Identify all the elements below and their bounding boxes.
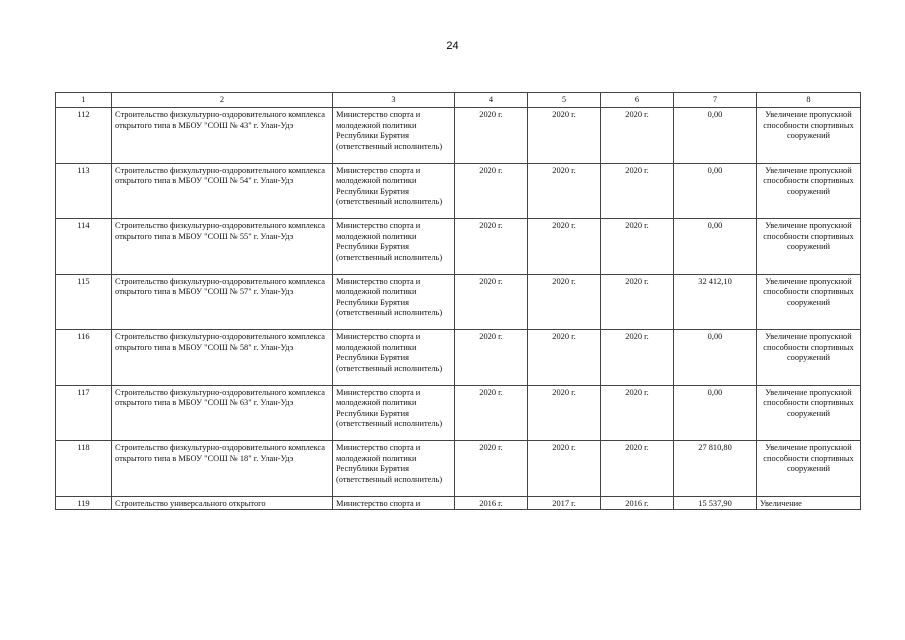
- expected-result: Увеличение пропускной способности спортивных сооружений: [757, 385, 861, 441]
- table-row: [56, 163, 861, 219]
- table-row: [56, 330, 861, 386]
- program-activities-table: [55, 92, 861, 510]
- year-cell-6: 2020 г.: [601, 219, 674, 275]
- year-cell-4: 2016 г.: [455, 496, 528, 510]
- activity-name: Строительство физкультурно-оздоровительного комплекса открытого типа в МБОУ "СОШ № 43" г. Улан-Удэ: [112, 108, 333, 164]
- table-row: [56, 385, 861, 441]
- year-cell-6: 2020 г.: [601, 108, 674, 164]
- year-cell-5: 2017 г.: [528, 496, 601, 510]
- year-cell-5: 2020 г.: [528, 274, 601, 330]
- responsible-executor: Министерство спорта и молодежной политики Республики Бурятия (ответственный исполнитель): [333, 441, 455, 497]
- header-col-7: 7: [674, 93, 757, 108]
- amount-cell: 0,00: [674, 163, 757, 219]
- year-cell-4: 2020 г.: [455, 274, 528, 330]
- expected-result: Увеличение пропускной способности спортивных сооружений: [757, 219, 861, 275]
- responsible-executor: Министерство спорта и: [333, 496, 455, 510]
- expected-result: Увеличение пропускной способности спортивных сооружений: [757, 108, 861, 164]
- header-col-1: 1: [56, 93, 112, 108]
- responsible-executor: Министерство спорта и молодежной политики Республики Бурятия (ответственный исполнитель): [333, 385, 455, 441]
- amount-cell: 15 537,90: [674, 496, 757, 510]
- table-row: [56, 219, 861, 275]
- year-cell-6: 2020 г.: [601, 274, 674, 330]
- activity-name: Строительство физкультурно-оздоровительного комплекса открытого типа в МБОУ "СОШ № 58" г. Улан-Удэ: [112, 330, 333, 386]
- row-number: 114: [56, 219, 112, 275]
- year-cell-5: 2020 г.: [528, 163, 601, 219]
- header-col-5: 5: [528, 93, 601, 108]
- table-header-row: [56, 93, 861, 108]
- header-col-8: 8: [757, 93, 861, 108]
- amount-cell: 0,00: [674, 385, 757, 441]
- responsible-executor: Министерство спорта и молодежной политики Республики Бурятия (ответственный исполнитель): [333, 274, 455, 330]
- amount-cell: 27 810,80: [674, 441, 757, 497]
- year-cell-6: 2016 г.: [601, 496, 674, 510]
- header-col-4: 4: [455, 93, 528, 108]
- activity-name: Строительство универсального открытого: [112, 496, 333, 510]
- expected-result: Увеличение пропускной способности спортивных сооружений: [757, 274, 861, 330]
- table-row: [56, 274, 861, 330]
- amount-cell: 0,00: [674, 330, 757, 386]
- year-cell-4: 2020 г.: [455, 441, 528, 497]
- year-cell-4: 2020 г.: [455, 330, 528, 386]
- year-cell-6: 2020 г.: [601, 441, 674, 497]
- activity-name: Строительство физкультурно-оздоровительного комплекса открытого типа в МБОУ "СОШ № 54" г. Улан-Удэ: [112, 163, 333, 219]
- responsible-executor: Министерство спорта и молодежной политики Республики Бурятия (ответственный исполнитель): [333, 219, 455, 275]
- expected-result: Увеличение: [757, 496, 861, 510]
- row-number: 119: [56, 496, 112, 510]
- year-cell-6: 2020 г.: [601, 330, 674, 386]
- year-cell-4: 2020 г.: [455, 108, 528, 164]
- responsible-executor: Министерство спорта и молодежной политики Республики Бурятия (ответственный исполнитель): [333, 108, 455, 164]
- expected-result: Увеличение пропускной способности спортивных сооружений: [757, 163, 861, 219]
- header-col-6: 6: [601, 93, 674, 108]
- row-number: 118: [56, 441, 112, 497]
- year-cell-5: 2020 г.: [528, 330, 601, 386]
- row-number: 112: [56, 108, 112, 164]
- activity-name: Строительство физкультурно-оздоровительного комплекса открытого типа в МБОУ "СОШ № 63" г. Улан-Удэ: [112, 385, 333, 441]
- table-row: [56, 108, 861, 164]
- table-row: [56, 441, 861, 497]
- year-cell-6: 2020 г.: [601, 385, 674, 441]
- year-cell-4: 2020 г.: [455, 385, 528, 441]
- row-number: 113: [56, 163, 112, 219]
- page-number: 24: [446, 40, 459, 52]
- amount-cell: 32 412,10: [674, 274, 757, 330]
- table-row: [56, 496, 861, 510]
- year-cell-4: 2020 г.: [455, 219, 528, 275]
- header-col-3: 3: [333, 93, 455, 108]
- activity-name: Строительство физкультурно-оздоровительного комплекса открытого типа в МБОУ "СОШ № 55" г. Улан-Удэ: [112, 219, 333, 275]
- expected-result: Увеличение пропускной способности спортивных сооружений: [757, 441, 861, 497]
- row-number: 117: [56, 385, 112, 441]
- year-cell-5: 2020 г.: [528, 441, 601, 497]
- year-cell-4: 2020 г.: [455, 163, 528, 219]
- year-cell-6: 2020 г.: [601, 163, 674, 219]
- year-cell-5: 2020 г.: [528, 219, 601, 275]
- year-cell-5: 2020 г.: [528, 108, 601, 164]
- activity-name: Строительство физкультурно-оздоровительного комплекса открытого типа в МБОУ "СОШ № 57" г. Улан-Удэ: [112, 274, 333, 330]
- header-col-2: 2: [112, 93, 333, 108]
- responsible-executor: Министерство спорта и молодежной политики Республики Бурятия (ответственный исполнитель): [333, 163, 455, 219]
- row-number: 115: [56, 274, 112, 330]
- amount-cell: 0,00: [674, 219, 757, 275]
- expected-result: Увеличение пропускной способности спортивных сооружений: [757, 330, 861, 386]
- year-cell-5: 2020 г.: [528, 385, 601, 441]
- responsible-executor: Министерство спорта и молодежной политики Республики Бурятия (ответственный исполнитель): [333, 330, 455, 386]
- row-number: 116: [56, 330, 112, 386]
- amount-cell: 0,00: [674, 108, 757, 164]
- activity-name: Строительство физкультурно-оздоровительного комплекса открытого типа в МБОУ "СОШ № 18" г. Улан-Удэ: [112, 441, 333, 497]
